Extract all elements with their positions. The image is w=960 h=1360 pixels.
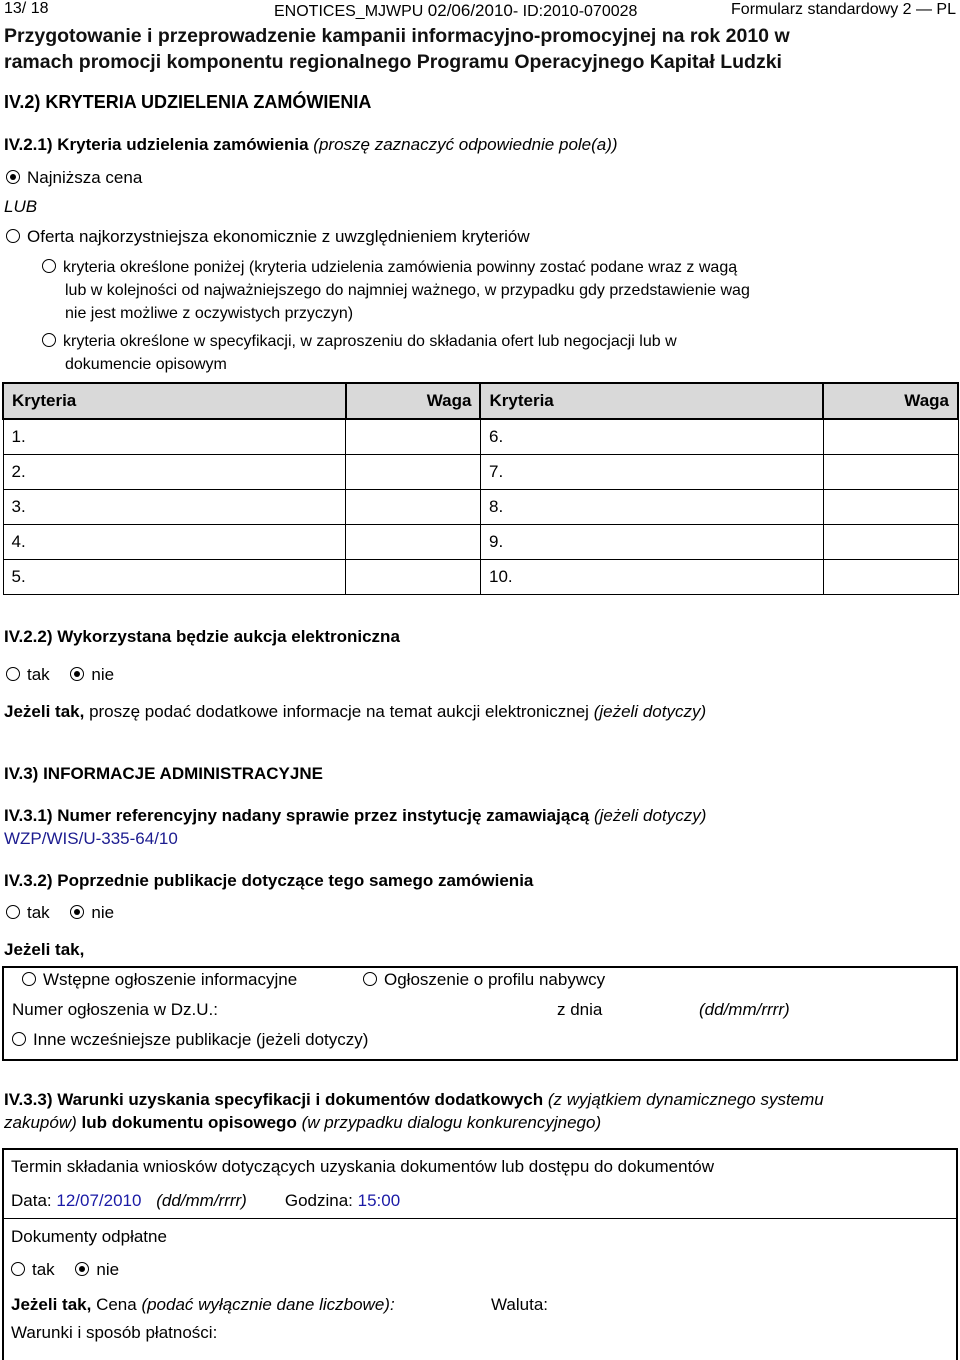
option-other-publications-label: Inne wcześniejsze publikacje (jeżeli dotyczy)	[33, 1030, 369, 1049]
paid-yes-option[interactable]	[11, 1260, 55, 1279]
prior-no-label: nie	[91, 903, 115, 922]
table-row	[3, 419, 958, 455]
radio-unchecked-icon[interactable]	[6, 905, 20, 919]
deadline-label: Termin składania wniosków dotyczących uzyskania dokumentów lub dostępu do dokumentów	[11, 1157, 715, 1176]
section-iv2-heading: IV.2) KRYTERIA UDZIELENIA ZAMÓWIENIA	[4, 92, 372, 112]
table-header-cell: Kryteria	[480, 383, 823, 419]
form-type: Formularz standardowy 2 — PL	[731, 1, 956, 18]
table-header-cell: Waga	[823, 383, 958, 419]
auction-radio-group	[6, 665, 114, 685]
paid-documents-radio-group	[11, 1260, 119, 1280]
section-iv31-hint: (jeżeli dotyczy)	[593, 806, 707, 825]
paid-no-option[interactable]	[75, 1260, 119, 1279]
paid-documents-label: Dokumenty odpłatne	[11, 1227, 167, 1246]
or-label: LUB	[4, 197, 38, 216]
date-label: z dnia	[557, 1000, 603, 1019]
weight-cell	[823, 560, 958, 595]
criteria-table	[2, 382, 959, 595]
option-other-publications[interactable]	[12, 1030, 368, 1050]
prior-yes-label: tak	[27, 903, 50, 922]
option-lowest-price-label: Najniższa cena	[27, 168, 143, 187]
auction-if-yes-hint: (jeżeli dotyczy)	[593, 702, 707, 721]
weight-cell	[823, 419, 958, 455]
table-header-cell: Kryteria	[3, 383, 346, 419]
prior-if-yes: Jeżeli tak,	[4, 940, 85, 959]
auction-if-yes	[4, 702, 706, 722]
option-buyer-profile-label: Ogłoszenie o profilu nabywcy	[384, 970, 606, 989]
page-number: 13/ 18	[4, 0, 49, 17]
section-iv31-heading	[4, 806, 706, 826]
section-iv3-heading: IV.3) INFORMACJE ADMINISTRACYJNE	[4, 764, 323, 783]
paid-yes-label: tak	[32, 1260, 55, 1279]
table-header-cell: Waga	[346, 383, 481, 419]
auction-if-yes-text: proszę podać dodatkowe informacje na temat aukcji elektronicznej	[89, 702, 589, 721]
criteria-cell: 6.	[480, 419, 823, 455]
table-header-row	[3, 383, 958, 419]
title-line-1: Przygotowanie i przeprowadzenie kampanii informacyjno-promocyjnej na rok 2010 w	[4, 25, 790, 47]
section-iv31-title: IV.3.1) Numer referencyjny nadany sprawie przez instytucję zamawiającą	[4, 806, 590, 825]
section-iv32-heading: IV.3.2) Poprzednie publikacje dotyczące tego samego zamówienia	[4, 871, 534, 890]
section-iv33-heading-line1	[4, 1090, 824, 1110]
weight-cell	[346, 525, 481, 560]
option-best-offer[interactable]	[6, 227, 530, 247]
criteria-cell: 4.	[3, 525, 346, 560]
option-prior-information[interactable]	[22, 970, 297, 990]
auction-no-option[interactable]	[70, 665, 114, 684]
option-criteria-below-line1: kryteria określone poniżej (kryteria udzielenia zamówienia powinny zostać podane wraz z wagą	[63, 259, 738, 276]
criteria-cell: 5.	[3, 560, 346, 595]
notice-date: 02/06/2010	[427, 1, 513, 20]
option-prior-information-label: Wstępne ogłoszenie informacyjne	[43, 970, 298, 989]
table-row	[3, 525, 958, 560]
title-line-2: ramach promocji komponentu regionalnego Programu Operacyjnego Kapitał Ludzki	[4, 51, 782, 73]
option-criteria-spec-line2: dokumencie opisowym	[65, 356, 227, 373]
price-label: Cena	[96, 1295, 137, 1314]
option-criteria-below[interactable]	[42, 259, 737, 277]
price-row	[11, 1295, 395, 1315]
weight-cell	[346, 419, 481, 455]
radio-unchecked-icon[interactable]	[11, 1262, 25, 1276]
section-iv21-title: IV.2.1) Kryteria udzielenia zamówienia	[4, 135, 309, 154]
section-iv33-hint: (z wyjątkiem dynamicznego systemu	[547, 1090, 824, 1109]
option-buyer-profile[interactable]	[363, 970, 605, 990]
section-iv33-heading-line2	[4, 1113, 601, 1133]
table-row	[3, 455, 958, 490]
radio-unchecked-icon[interactable]	[6, 229, 20, 243]
prior-no-option[interactable]	[70, 903, 114, 922]
radio-unchecked-icon[interactable]	[12, 1032, 26, 1046]
criteria-cell: 10.	[480, 560, 823, 595]
weight-cell	[346, 560, 481, 595]
weight-cell	[823, 490, 958, 525]
section-iv21-heading	[4, 135, 618, 155]
deadline-date-format: (dd/mm/rrrr)	[156, 1191, 247, 1210]
radio-checked-icon[interactable]	[70, 905, 84, 919]
radio-checked-icon[interactable]	[70, 667, 84, 681]
option-criteria-spec-line1: kryteria określone w specyfikacji, w zaproszeniu do składania ofert lub negocjacji lub w	[63, 333, 677, 350]
option-criteria-below-line3: nie jest możliwe z oczywistych przyczyn)	[65, 305, 354, 322]
table-row	[3, 490, 958, 525]
deadline-date-row	[11, 1191, 400, 1211]
section-iv33-hint3: (w przypadku dialogu konkurencyjnego)	[301, 1113, 602, 1132]
currency-label: Waluta:	[491, 1295, 549, 1314]
option-best-offer-label: Oferta najkorzystniejsza ekonomicznie z uwzględnieniem kryteriów	[27, 227, 530, 246]
radio-checked-icon[interactable]	[75, 1262, 89, 1276]
section-iv33-title2: lub dokumentu opisowego	[81, 1113, 297, 1132]
weight-cell	[823, 455, 958, 490]
notice-prefix: ENOTICES_MJWPU	[274, 3, 424, 20]
radio-unchecked-icon[interactable]	[22, 972, 36, 986]
criteria-cell: 1.	[3, 419, 346, 455]
notice-id: - ID:2010-070028	[512, 3, 638, 20]
option-criteria-below-line2: lub w kolejności od najważniejszego do najmniej ważnego, w przypadku gdy przedstawienie wag	[65, 282, 750, 299]
dz-number-label: Numer ogłoszenia w Dz.U.:	[12, 1000, 218, 1019]
criteria-cell: 7.	[480, 455, 823, 490]
section-iv21-hint: (proszę zaznaczyć odpowiednie pole(a))	[313, 135, 618, 154]
criteria-cell: 9.	[480, 525, 823, 560]
paid-no-label: nie	[96, 1260, 120, 1279]
auction-yes-option[interactable]	[6, 665, 50, 684]
prior-publications-radio-group	[6, 903, 114, 923]
auction-yes-label: tak	[27, 665, 50, 684]
deadline-date-value: 12/07/2010	[56, 1191, 142, 1210]
price-hint: (podać wyłącznie dane liczbowe):	[141, 1295, 395, 1314]
notice-reference	[274, 1, 637, 21]
payment-terms-label: Warunki i sposób płatności:	[11, 1323, 218, 1342]
criteria-cell: 8.	[480, 490, 823, 525]
radio-unchecked-icon[interactable]	[363, 972, 377, 986]
date-format: (dd/mm/rrrr)	[699, 1000, 790, 1019]
prior-yes-option[interactable]	[6, 903, 50, 922]
radio-unchecked-icon[interactable]	[42, 333, 56, 347]
radio-unchecked-icon[interactable]	[6, 667, 20, 681]
radio-unchecked-icon[interactable]	[42, 259, 56, 273]
deadline-time-label: Godzina:	[284, 1191, 353, 1210]
option-criteria-spec[interactable]	[42, 333, 677, 351]
deadline-date-label: Data:	[11, 1191, 52, 1210]
criteria-cell: 2.	[3, 455, 346, 490]
reference-number-value: WZP/WIS/U-335-64/10	[4, 829, 178, 848]
section-iv33-title: IV.3.3) Warunki uzyskania specyfikacji i dokumentów dodatkowych	[4, 1090, 544, 1109]
weight-cell	[346, 455, 481, 490]
criteria-cell: 3.	[3, 490, 346, 525]
auction-if-yes-bold: Jeżeli tak,	[4, 702, 85, 721]
divider	[2, 1218, 958, 1219]
section-iv22-heading: IV.2.2) Wykorzystana będzie aukcja elektroniczna	[4, 627, 400, 646]
price-if-yes: Jeżeli tak,	[11, 1295, 92, 1314]
weight-cell	[346, 490, 481, 525]
table-row	[3, 560, 958, 595]
section-iv33-hint2: zakupów)	[4, 1113, 77, 1132]
auction-no-label: nie	[91, 665, 115, 684]
option-lowest-price[interactable]	[6, 168, 142, 188]
deadline-time-value: 15:00	[357, 1191, 401, 1210]
weight-cell	[823, 525, 958, 560]
radio-checked-icon[interactable]	[6, 170, 20, 184]
